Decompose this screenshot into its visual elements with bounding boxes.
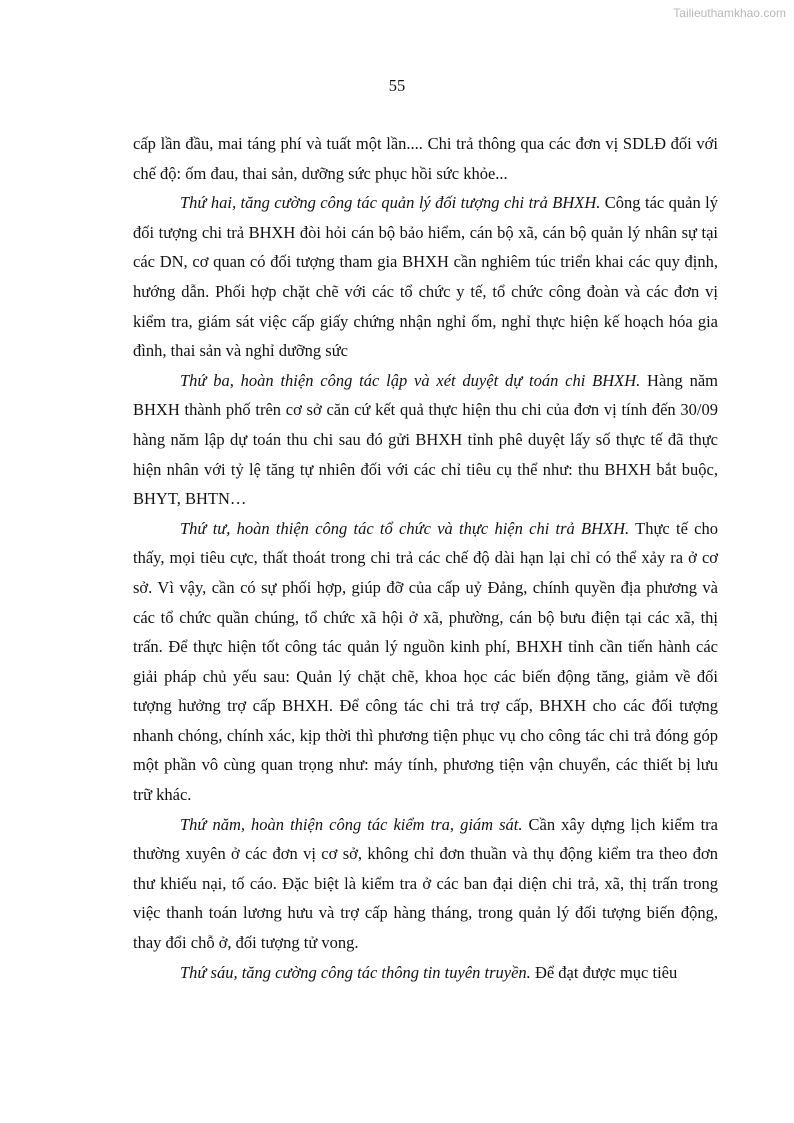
paragraph-heading: Thứ ba, hoàn thiện công tác lập và xét duyệt dự toán chi BHXH. (180, 370, 641, 390)
paragraph-heading: Thứ sáu, tăng cường công tác thông tin tuyên truyền. (180, 962, 531, 982)
paragraph-heading: Thứ năm, hoàn thiện công tác kiểm tra, giám sát. (180, 814, 523, 834)
paragraph-text: Thực tế cho thấy, mọi tiêu cực, thất thoát trong chi trả các chế độ dài hạn lại chỉ có thể xảy ra ở cơ sở. Vì vậy, cần có sự phối hợp, giúp đỡ của cấp uỷ Đảng, chính quyền địa phương và các tổ chức quần chúng, tổ chức xã hội ở xã, phường, cán bộ bưu điện tại các xã, thị trấn. Để thực hiện tốt công tác quản lý nguồn kinh phí, BHXH tỉnh cần tiến hành các giải pháp chủ yếu sau: Quản lý chặt chẽ, khoa học các biến động tăng, giảm về đối tượng hưởng trợ cấp BHXH. Để công tác chi trả trợ cấp, BHXH cho các đối tượng nhanh chóng, chính xác, kịp thời thì phương tiện phục vụ cho công tác chi trả đóng góp một phần vô cùng quan trọng như: máy tính, phương tiện vận chuyển, các thiết bị lưu trữ khác. (133, 518, 718, 805)
paragraph-text: cấp lần đầu, mai táng phí và tuất một lần.... Chi trả thông qua các đơn vị SDLĐ đối với chế độ: ốm đau, thai sản, dưỡng sức phục hồi sức khỏe... (133, 134, 718, 183)
page-number: 55 (388, 76, 406, 95)
paragraph-heading: Thứ hai, tăng cường công tác quản lý đối tượng chi trả BHXH. (180, 193, 601, 213)
paragraph-continuation (133, 129, 718, 188)
watermark: Tailieuthamkhao.com (673, 6, 786, 20)
paragraph-thu-sau (133, 958, 718, 988)
paragraph-text: Công tác quản lý đối tượng chi trả BHXH đòi hỏi cán bộ bảo hiểm, cán bộ xã, cán bộ quản lý nhân sự tại các DN, cơ quan có đối tượng tham gia BHXH cần nghiêm túc triển khai các quy định, hướng dẫn. Phối hợp chặt chẽ với các tổ chức y tế, tổ chức công đoàn và các đơn vị kiểm tra, giám sát việc cấp giấy chứng nhận nghỉ ốm, nghỉ thực hiện kế hoạch hóa gia đình, thai sản và nghỉ dưỡng sức (133, 193, 718, 361)
paragraph-thu-tu (133, 514, 718, 810)
paragraph-text: Hàng năm BHXH thành phố trên cơ sở căn cứ kết quả thực hiện thu chi của đơn vị tính đến 30/09 hàng năm lập dự toán thu chi sau đó gửi BHXH tỉnh phê duyệt lấy số thực tế đã thực hiện nhân với tỷ lệ tăng tự nhiên đối với các chỉ tiêu cụ thể như: thu BHXH bắt buộc, BHYT, BHTN… (133, 370, 718, 509)
paragraph-thu-nam (133, 810, 718, 958)
paragraph-thu-ba (133, 366, 718, 514)
document-body (133, 129, 718, 987)
paragraph-heading: Thứ tư, hoàn thiện công tác tổ chức và thực hiện chi trả BHXH. (180, 518, 630, 538)
paragraph-thu-hai (133, 188, 718, 366)
paragraph-text: Để đạt được mục tiêu (530, 962, 678, 982)
paragraph-text: Cần xây dựng lịch kiểm tra thường xuyên ở các đơn vị cơ sở, không chỉ đơn thuần và thụ động kiểm tra theo đơn thư khiếu nại, tố cáo. Đặc biệt là kiểm tra ở các ban đại diện chi trả, xã, thị trấn trong việc thanh toán lương hưu và trợ cấp hàng tháng, trong quản lý đối tượng biến động, thay đổi chỗ ở, đối tượng tử vong. (133, 814, 718, 953)
